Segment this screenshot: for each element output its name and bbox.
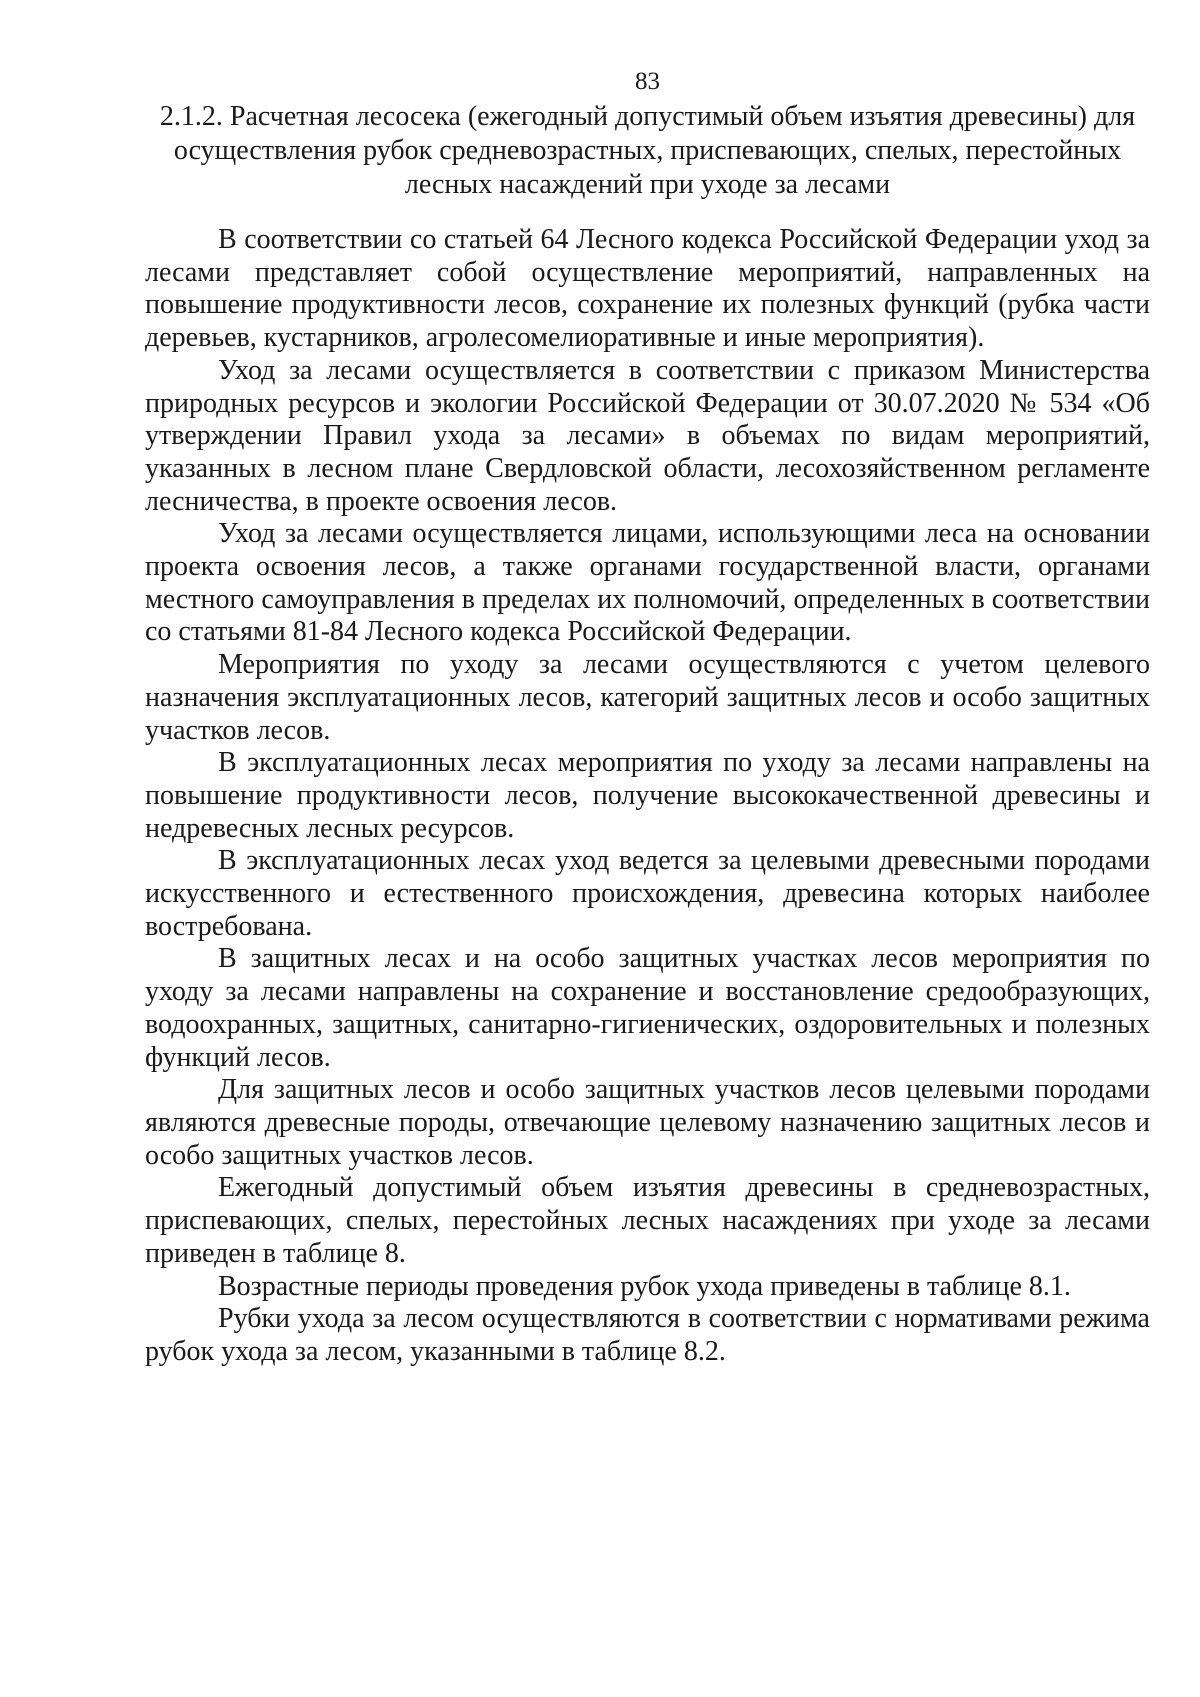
paragraph: В защитных лесах и на особо защитных участках лесов мероприятия по уходу за лесами направлены на сохранение и восстановление средообразующих, водоохранных, защитных, санитарно-гигиенических, оздоровительных и полезных функций лесов. — [145, 943, 1150, 1073]
paragraph: Рубки ухода за лесом осуществляются в соответствии с нормативами режима рубок ухода за лесом, указанными в таблице 8.2. — [145, 1303, 1150, 1367]
paragraph: Ежегодный допустимый объем изъятия древесины в средневозрастных, приспевающих, спелых, перестойных лесных насаждениях при уходе за лесами приведен в таблице 8. — [145, 1172, 1150, 1269]
paragraph: В соответствии со статьей 64 Лесного кодекса Российской Федерации уход за лесами представляет собой осуществление мероприятий, направленных на повышение продуктивности лесов, сохранение их полезных функций (рубка части деревьев, кустарников, агролесомелиоративные и иные мероприятия). — [145, 224, 1150, 354]
section-heading — [145, 100, 1150, 202]
paragraph: Уход за лесами осуществляется лицами, использующими леса на основании проекта освоения лесов, а также органами государственной власти, органами местного самоуправления в пределах их полномочий, определенных в соответствии со статьями 81-84 Лесного кодекса Российской Федерации. — [145, 518, 1150, 648]
paragraph: В эксплуатационных лесах уход ведется за целевыми древесными породами искусственного и естественного происхождения, древесина которых наиболее востребована. — [145, 845, 1150, 942]
document-body — [145, 224, 1150, 1369]
section-heading-line: осуществления рубок средневозрастных, приспевающих, спелых, перестойных — [173, 135, 1122, 166]
document-page — [145, 66, 1150, 1369]
paragraph: В эксплуатационных лесах мероприятия по уходу за лесами направлены на повышение продуктивности лесов, получение высококачественной древесины и недревесных лесных ресурсов. — [145, 747, 1150, 844]
paragraph: Для защитных лесов и особо защитных участков лесов целевыми породами являются древесные породы, отвечающие целевому назначению защитных лесов и особо защитных участков лесов. — [145, 1074, 1150, 1171]
paragraph: Мероприятия по уходу за лесами осуществляются с учетом целевого назначения эксплуатационных лесов, категорий защитных лесов и особо защитных участков лесов. — [145, 649, 1150, 746]
page-number: 83 — [635, 68, 660, 95]
paragraph: Возрастные периоды проведения рубок ухода приведены в таблице 8.1. — [218, 1270, 1071, 1302]
section-heading-line: лесных насаждений при уходе за лесами — [404, 169, 891, 200]
paragraph: Уход за лесами осуществляется в соответствии с приказом Министерства природных ресурсов и экологии Российской Федерации от 30.07.2020 № 534 «Об утверждении Правил ухода за лесами» в объемах по видам мероприятий, указанных в лесном плане Свердловской области, лесохозяйственном регламенте лесничества, в проекте освоения лесов. — [145, 354, 1150, 517]
section-heading-line: 2.1.2. Расчетная лесосека (ежегодный допустимый объем изъятия древесины) для — [159, 101, 1136, 132]
